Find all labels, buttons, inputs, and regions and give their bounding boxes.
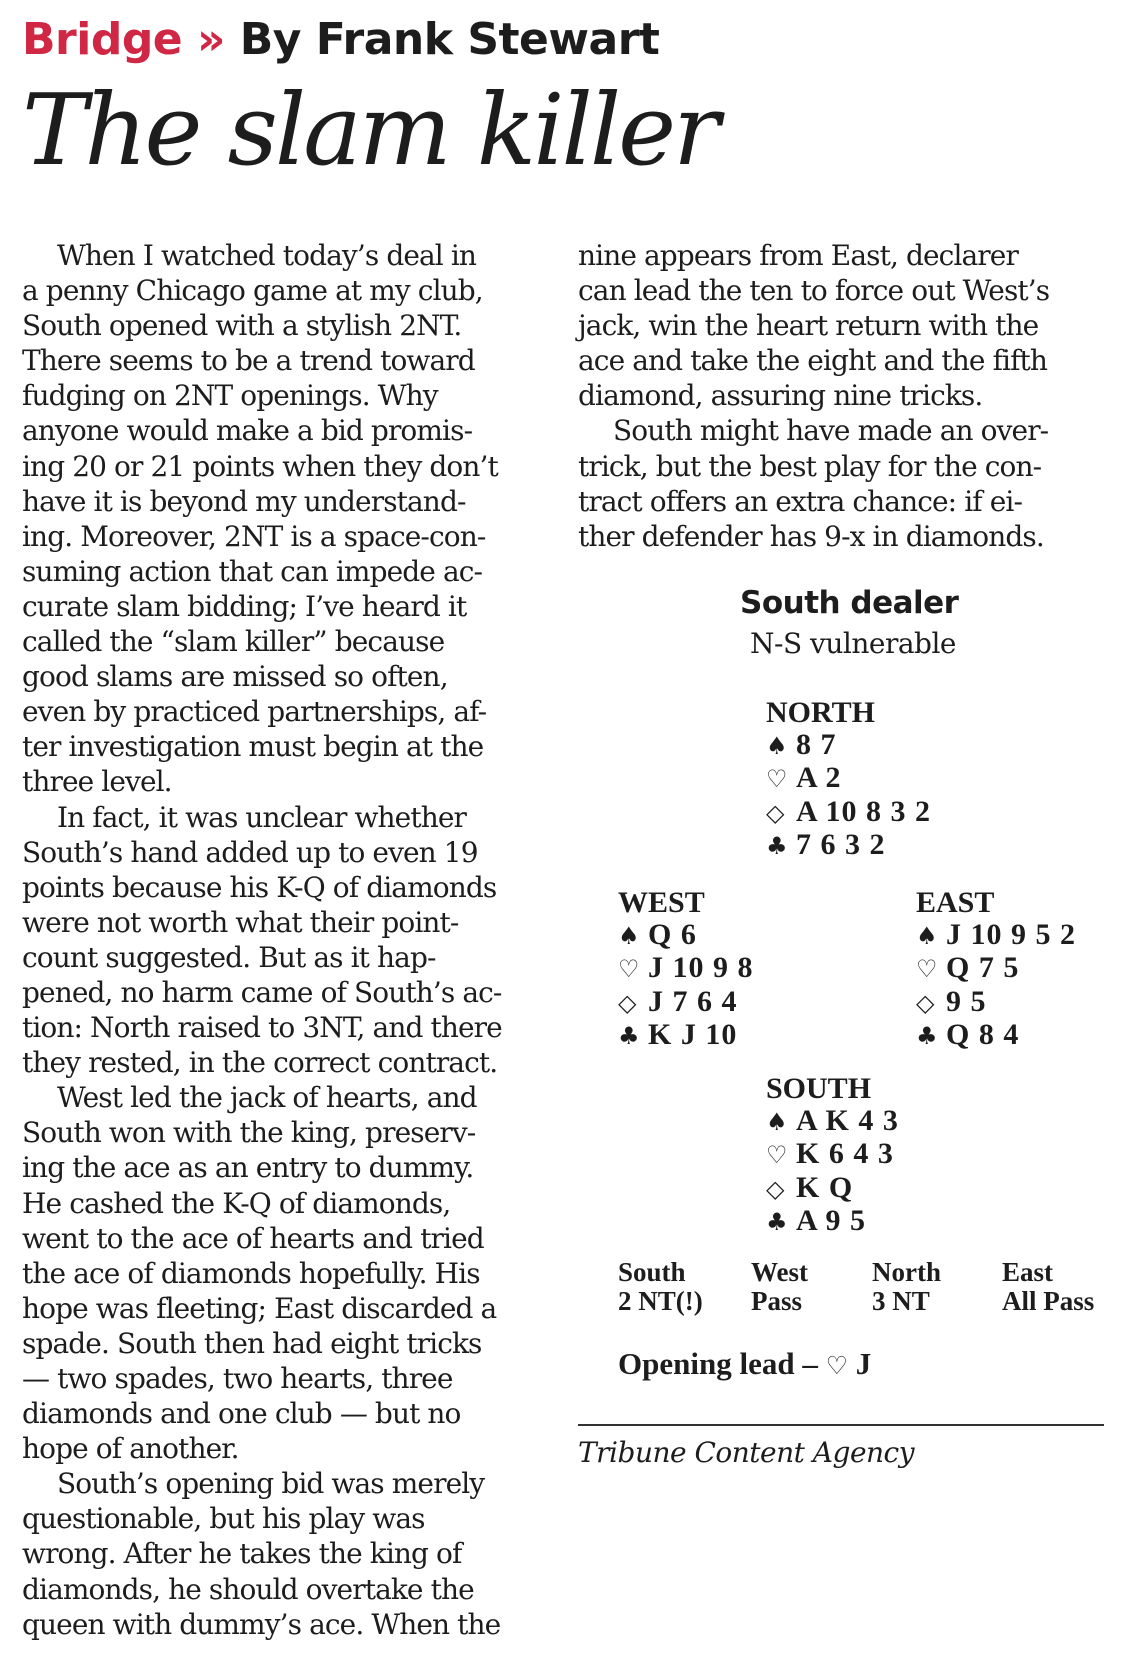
text-line: ing the ace as an entry to dummy. [22,1151,474,1185]
diamond-icon: ◇ [916,988,935,1017]
text-line: three level. [22,765,172,799]
spades-cards: J 10 9 5 2 [946,917,1076,951]
paragraph [22,1466,552,1641]
diamond-icon: ◇ [618,988,637,1017]
spades-cards: A K 4 3 [796,1103,899,1137]
text-line: were not worth what their point- [22,905,459,939]
heart-icon: ♡ [825,1351,848,1380]
diagram-subtitle: N-S vulnerable [750,627,956,660]
hand-east [916,887,1076,1053]
text-line: There seems to be a trend toward [22,344,475,378]
text-line: questionable, but his play was [22,1502,425,1536]
bidding-column-east [1002,1258,1094,1315]
diamonds-cards: J 7 6 4 [648,984,738,1018]
text-line: the ace of diamonds hopefully. His [22,1256,480,1290]
text-line: When I watched today’s deal in [57,239,477,272]
bidding-column-north [872,1258,941,1315]
text-line: went to the ace of hearts and tried [22,1221,484,1255]
hand-label: WEST [618,886,705,919]
text-line: curate slam bidding; I’ve heard it [22,589,467,623]
bidding-header: West [751,1257,808,1287]
diamonds-row [618,986,754,1020]
divider [578,1424,1104,1426]
text-line: — two spades, two hearts, three [22,1362,453,1395]
diamonds-row [916,986,1076,1020]
bid: All Pass [1002,1285,1095,1316]
diamond-icon: ◇ [766,798,785,827]
text-line: diamonds, he should overtake the [22,1572,474,1606]
spade-icon: ♠ [916,921,938,950]
text-line: points because his K-Q of diamonds [22,870,497,904]
diamonds-cards: K Q [796,1170,854,1204]
clubs-cards: Q 8 4 [946,1018,1020,1051]
clubs-row [766,829,931,863]
spades-row [618,919,754,953]
diagram-title: South dealer [740,585,959,621]
text-line: jack, win the heart return with the [578,309,1039,343]
text-line: West led the jack of hearts, and [57,1081,477,1115]
text-line: fudging on 2NT openings. Why [22,379,438,413]
club-icon: ♣ [916,1022,938,1050]
clubs-row [618,1019,754,1053]
header-separator: » [196,14,225,65]
text-line: ther defender has 9-x in diamonds. [578,519,1044,553]
hand-north [766,697,931,863]
diamonds-cards: 9 5 [946,984,987,1018]
bidding-header: North [872,1257,941,1287]
hearts-row [916,952,1076,986]
diamond-icon: ◇ [766,1174,785,1203]
bidding-column-west [751,1258,808,1315]
hearts-cards: K 6 4 3 [796,1137,894,1170]
spade-icon: ♠ [766,1107,788,1136]
hearts-cards: Q 7 5 [946,951,1020,984]
bidding-column-south [618,1258,703,1315]
spades-cards: 8 7 [796,727,837,761]
heart-icon: ♡ [766,1141,788,1169]
text-line: ing. Moreover, 2NT is a space-con- [22,519,486,553]
text-line: hope was fleeting; East discarded a [22,1291,497,1325]
spades-cards: Q 6 [648,917,697,951]
text-line: even by practiced partnerships, af- [22,695,487,729]
text-line: South’s hand added up to even 19 [22,835,478,869]
paragraph [578,413,1108,553]
text-line: South might have made an over- [613,414,1049,448]
hand-west [618,887,754,1053]
paragraph [578,238,1108,413]
text-line: diamond, assuring nine tricks. [578,379,983,413]
bid: 2 NT(!) [618,1285,703,1316]
byline: By Frank Stewart [239,14,660,65]
spade-icon: ♠ [766,731,788,760]
text-line: trick, but the best play for the con- [578,449,1042,483]
opening-lead [618,1346,871,1382]
text-line: can lead the ten to force out West’s [578,274,1050,308]
text-line: diamonds and one club — but no [22,1397,461,1431]
bid: Pass [751,1285,803,1316]
paragraph [22,238,552,800]
opening-lead-card: J [855,1346,872,1381]
hearts-cards: J 10 9 8 [648,951,754,984]
diamonds-row [766,1172,899,1206]
hearts-cards: A 2 [796,761,842,794]
bid: 3 NT [872,1285,930,1316]
article-column-left [22,238,552,1642]
spades-row [766,729,931,763]
bidding-header: East [1002,1257,1054,1287]
clubs-cards: 7 6 3 2 [796,828,886,861]
headline: The slam killer [22,74,718,188]
spade-icon: ♠ [618,921,640,950]
club-icon: ♣ [618,1022,640,1050]
clubs-row [766,1205,899,1239]
text-line: wrong. After he takes the king of [22,1537,462,1571]
spades-row [766,1105,899,1139]
hand-south [766,1073,899,1239]
heart-icon: ♡ [916,955,938,983]
hearts-row [618,952,754,986]
club-icon: ♣ [766,1208,788,1236]
text-line: In fact, it was unclear whether [57,800,466,834]
heart-icon: ♡ [618,955,640,983]
hand-label: EAST [916,886,995,919]
paragraph [22,800,552,1081]
article-column-right [578,238,1108,554]
text-line: good slams are missed so often, [22,660,448,694]
text-line: South opened with a stylish 2NT. [22,309,462,343]
diamonds-cards: A 10 8 3 2 [796,794,932,828]
text-line: South won with the king, preserv- [22,1116,476,1150]
text-line: count suggested. But as it hap- [22,940,436,974]
text-line: tract offers an extra chance: if ei- [578,484,1023,518]
text-line: ing 20 or 21 points when they don’t [22,449,498,483]
heart-icon: ♡ [766,765,788,793]
text-line: tion: North raised to 3NT, and there [22,1011,502,1045]
text-line: spade. South then had eight tricks [22,1326,482,1360]
text-line: pened, no harm came of South’s ac- [22,975,502,1009]
spades-row [916,919,1076,953]
text-line: called the “slam killer” because [22,625,445,659]
text-line: queen with dummy’s ace. When the [22,1607,501,1641]
club-icon: ♣ [766,832,788,860]
column-header [22,14,659,65]
text-line: have it is beyond my understand- [22,484,466,518]
clubs-row [916,1019,1076,1053]
text-line: ter investigation must begin at the [22,730,484,764]
paragraph [22,1080,552,1466]
clubs-cards: A 9 5 [796,1204,867,1237]
hearts-row [766,762,931,796]
opening-lead-label: Opening lead – [618,1346,818,1381]
text-line: hope of another. [22,1432,239,1466]
bidding-header: South [618,1257,686,1287]
text-line: suming action that can impede ac- [22,554,483,588]
clubs-cards: K J 10 [648,1018,738,1051]
hand-label: NORTH [766,696,875,729]
credit-line: Tribune Content Agency [578,1436,915,1469]
hearts-row [766,1138,899,1172]
text-line: He cashed the K-Q of diamonds, [22,1186,451,1220]
text-line: they rested, in the correct contract. [22,1046,498,1080]
text-line: nine appears from East, declarer [578,239,1018,272]
text-line: ace and take the eight and the fifth [578,344,1048,378]
text-line: anyone would make a bid promis- [22,414,473,448]
text-line: a penny Chicago game at my club, [22,274,483,308]
section-label: Bridge [22,14,183,65]
diamonds-row [766,796,931,830]
text-line: South’s opening bid was merely [57,1467,485,1501]
hand-label: SOUTH [766,1072,872,1105]
